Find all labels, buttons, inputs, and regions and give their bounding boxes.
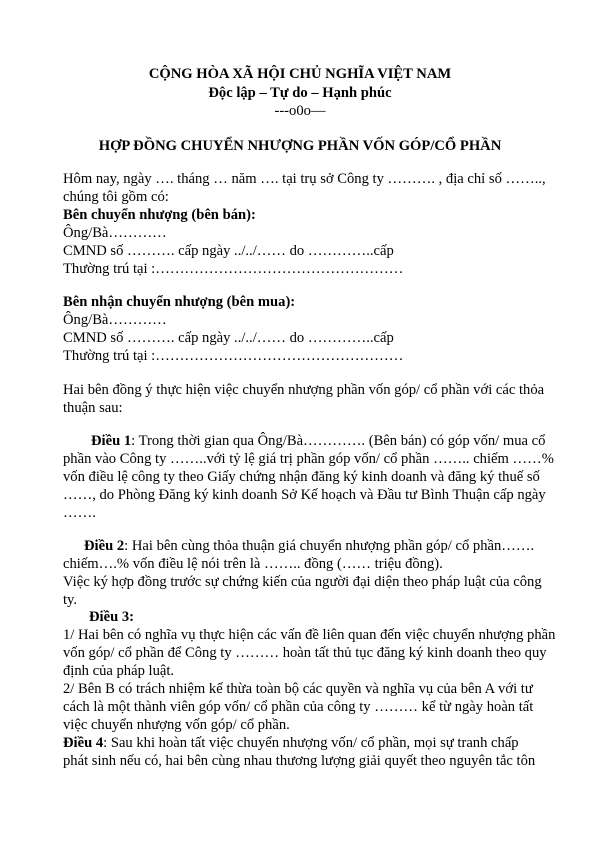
article-1-label: Điều 1 — [91, 433, 132, 449]
intro-line-1: Hôm nay, ngày …. tháng … năm …. tại trụ sở Công ty ………. , địa chỉ số …….., — [63, 171, 546, 187]
article-2-label: Điều 2 — [84, 538, 125, 554]
article-1-line-1: Điều 1: Trong thời gian qua Ông/Bà…………. (Bên bán) có góp vốn/ mua cổ — [91, 433, 546, 449]
document-title: HỢP ĐỒNG CHUYỂN NHƯỢNG PHẦN VỐN GÓP/CỔ PHẦN — [98, 138, 502, 154]
article-1-line-5: ……. — [63, 505, 96, 521]
article-1-line-3: vốn điều lệ công ty theo Giấy chứng nhận đăng ký kinh doanh và đăng ký thuế số — [63, 469, 540, 485]
article-4-line-1: Điều 4: Sau khi hoàn tất việc chuyển nhượng vốn/ cổ phần, mọi sự tranh chấp — [63, 735, 519, 751]
header-separator: ---o0o— — [274, 103, 326, 119]
article-4-label: Điều 4 — [63, 735, 104, 751]
buyer-heading: Bên nhận chuyển nhượng (bên mua): — [63, 294, 296, 310]
article-2-line-2: chiếm….% vốn điều lệ nói trên là …….. đồng (…… triệu đồng). — [63, 556, 443, 572]
article-4-line-2: phát sinh nếu có, hai bên cùng nhau thương lượng giải quyết theo nguyên tắc tôn — [63, 753, 536, 769]
buyer-residence: Thường trú tại :…………………………………………… — [63, 348, 404, 364]
seller-name: Ông/Bà………… — [63, 225, 167, 241]
article-3-p1-line-3: định của pháp luật. — [63, 663, 175, 679]
intro-line-2: chúng tôi gồm có: — [63, 189, 169, 205]
national-motto: Độc lập – Tự do – Hạnh phúc — [208, 85, 392, 101]
article-3-p1-line-1: 1/ Hai bên có nghĩa vụ thực hiện các vấn đề liên quan đến việc chuyển nhượng phần — [63, 627, 556, 643]
seller-heading: Bên chuyển nhượng (bên bán): — [63, 207, 256, 223]
article-2-line-1: Điều 2: Hai bên cùng thỏa thuận giá chuyển nhượng phần góp/ cổ phần……. — [84, 538, 535, 554]
article-1-line-4: ……, do Phòng Đăng ký kinh doanh Sở Kế hoạch và Đầu tư Bình Thuận cấp ngày — [63, 487, 546, 503]
seller-residence: Thường trú tại :…………………………………………… — [63, 261, 404, 277]
article-3-p1-line-2: vốn góp/ cổ phần để Công ty ……… hoàn tất thủ tục đăng ký kinh doanh theo quy — [63, 645, 547, 661]
article-3-p2-line-1: 2/ Bên B có trách nhiệm kế thừa toàn bộ các quyền và nghĩa vụ của bên A với tư — [63, 681, 533, 697]
country-name: CỘNG HÒA XÃ HỘI CHỦ NGHĨA VIỆT NAM — [148, 66, 452, 82]
buyer-id: CMND số ………. cấp ngày ../../…… do …………..cấp — [63, 330, 394, 346]
article-1-line-2: phần vào Công ty ……..với tỷ lệ giá trị phần góp vốn/ cổ phần …….. chiếm ……% — [63, 451, 554, 467]
seller-id: CMND số ………. cấp ngày ../../…… do …………..cấp — [63, 243, 394, 259]
article-3-label: Điều 3: — [89, 609, 134, 625]
article-3-p2-line-3: việc chuyển nhượng vốn góp/ cổ phần. — [63, 717, 290, 733]
article-2-line-3: Việc ký hợp đồng trước sự chứng kiến của người đại diện theo pháp luật của công — [63, 574, 542, 590]
agreement-line-2: thuận sau: — [63, 400, 123, 416]
agreement-line-1: Hai bên đồng ý thực hiện việc chuyển nhượng phần vốn góp/ cổ phần với các thỏa — [63, 382, 545, 398]
buyer-name: Ông/Bà………… — [63, 312, 167, 328]
article-3-p2-line-2: cách là một thành viên góp vốn/ cổ phần của công ty ……… kể từ ngày hoàn tất — [63, 699, 534, 715]
article-2-line-4: ty. — [63, 592, 78, 608]
